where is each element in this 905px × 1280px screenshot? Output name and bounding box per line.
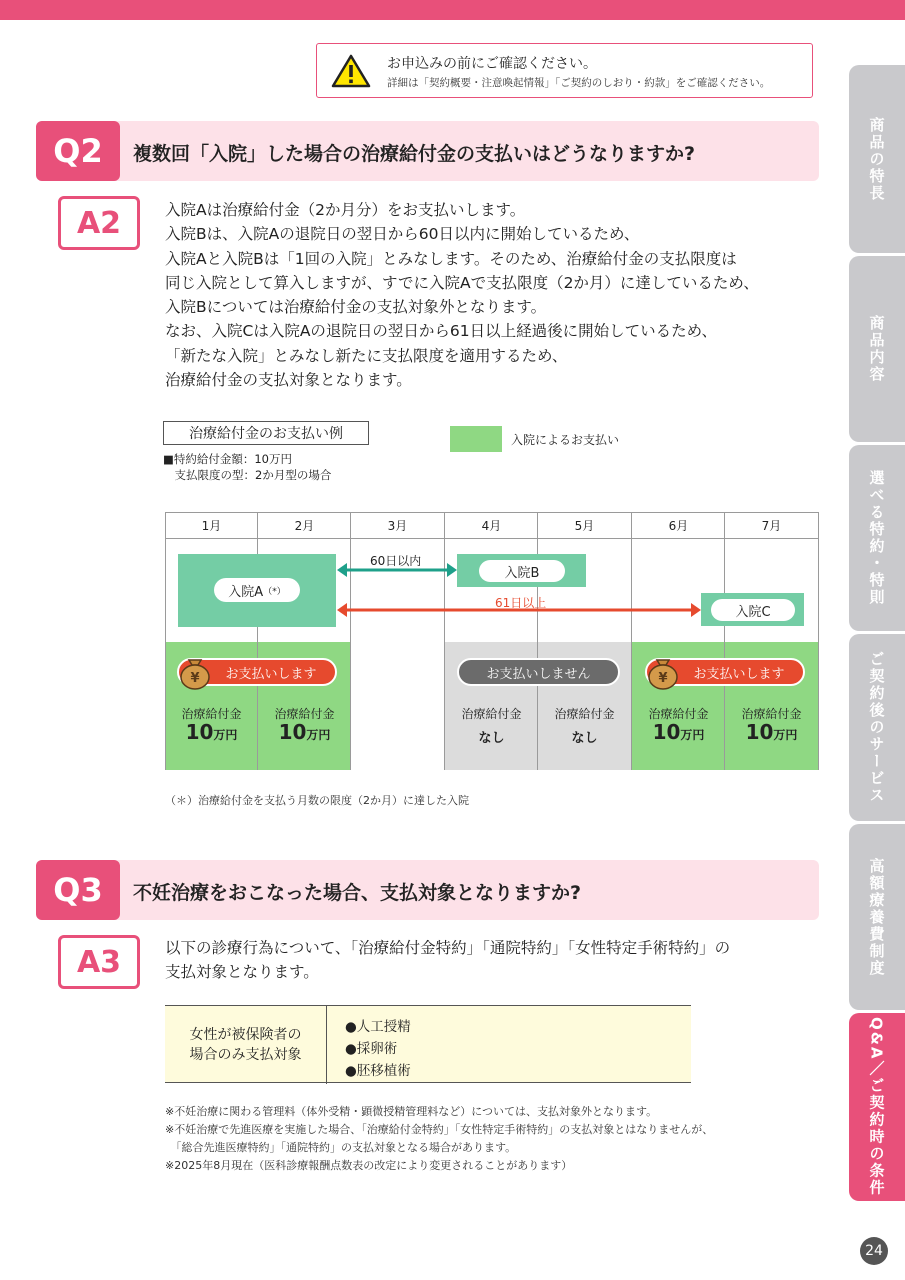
q3-badge: Q3 bbox=[36, 860, 120, 920]
hospitalization-c-label: 入院C bbox=[711, 599, 795, 621]
q3-question: 不妊治療をおこなった場合、支払対象となりますか? bbox=[133, 882, 582, 904]
cell-label: 治療給付金 bbox=[461, 707, 522, 721]
cell-amount: なし bbox=[571, 731, 598, 746]
example-conditions: ■特約給付金額：10万円 支払限度の型：2か月型の場合 bbox=[163, 452, 332, 482]
notice-title: お申込みの前にご確認ください。 bbox=[387, 56, 597, 72]
coverage-item: ●人工授精 bbox=[345, 1019, 411, 1035]
interval-arrows bbox=[165, 512, 819, 642]
example-title: 治療給付金のお支払い例 bbox=[163, 421, 369, 445]
a2-answer: 入院Aは治療給付金（2か月分）をお支払いします。 入院Bは、入院Aの退院日の翌日から60日以内に開始しているため、 入院Aと入院Bは「1回の入院」とみなします。そのため、治療給付金の支払限度は 同じ入院として算入しますが、すでに入院Aで支払限度（2か月）に達しているため、 入院Bについては治療給付金の支払対象外となります。 なお、入院Cは入院Aの退院日の翌日から61日以上経過後に開始しているため、 「新たな入院」とみなし新たに支払限度を適用するため、 治療給付金の支払対象となります。 bbox=[165, 201, 759, 390]
month-label: 3月 bbox=[387, 518, 408, 533]
coverage-table bbox=[165, 1005, 691, 1083]
month-label: 4月 bbox=[481, 518, 502, 533]
cell-label: 治療給付金 bbox=[554, 707, 615, 721]
q2-badge: Q2 bbox=[36, 121, 120, 181]
month-label: 7月 bbox=[761, 518, 782, 533]
money-bag-icon bbox=[175, 652, 215, 692]
arrow-60-label: 60日以内 bbox=[370, 554, 422, 568]
month-label: 1月 bbox=[201, 518, 222, 533]
cell-label: 治療給付金 bbox=[741, 707, 802, 721]
side-tab-qa[interactable]: Q&A／ご契約時の条件 bbox=[849, 1013, 905, 1201]
cell-amount: 10万円 bbox=[652, 720, 705, 744]
a3-badge: A3 bbox=[58, 935, 140, 989]
cell-label: 治療給付金 bbox=[181, 707, 242, 721]
money-bag-icon bbox=[643, 652, 683, 692]
cell-amount: なし bbox=[478, 731, 505, 746]
cell-label: 治療給付金 bbox=[274, 707, 335, 721]
cell-amount: 10万円 bbox=[185, 720, 238, 744]
month-label: 5月 bbox=[574, 518, 595, 533]
coverage-condition: 女性が被保険者の 場合のみ支払対象 bbox=[165, 1006, 327, 1084]
top-accent-bar bbox=[0, 0, 905, 20]
q2-question: 複数回「入院」した場合の治療給付金の支払いはどうなりますか? bbox=[133, 143, 696, 165]
warning-icon bbox=[331, 54, 371, 88]
side-tab-features[interactable]: 商品の特長 bbox=[849, 65, 905, 253]
chart-footnote: （＊）治療給付金を支払う月数の限度（2か月）に達した入院 bbox=[165, 794, 469, 807]
legend-label: 入院によるお支払い bbox=[511, 433, 620, 447]
month-label: 2月 bbox=[294, 518, 315, 533]
cell-amount: 10万円 bbox=[278, 720, 331, 744]
q3-notes: ※不妊治療に関わる管理料（体外受精・顕微授精管理料など）については、支払対象外となります。 ※不妊治療で先進医療を実施した場合、「治療給付金特約」「女性特定手術特約」の支払対象とはなりませんが、 「総合先進医療特約」「通院特約」の支払対象となる場合があります。 ※2025年8月現在（医科診療報酬点数表の改定により変更されることがあります） bbox=[165, 1105, 714, 1172]
side-tab-services[interactable]: ご契約後のサービス bbox=[849, 634, 905, 821]
pay-pill-1: ¥ お支払いします bbox=[177, 658, 337, 686]
payment-timeline bbox=[165, 512, 819, 770]
a3-answer: 以下の診療行為について、「治療給付金特約」「通院特約」「女性特定手術特約」の 支払対象となります。 bbox=[165, 939, 731, 982]
nopay-pill: お支払いしません bbox=[457, 658, 620, 686]
pay-pill-2: ¥ お支払いします bbox=[645, 658, 805, 686]
svg-text:¥: ¥ bbox=[658, 671, 668, 686]
hospitalization-b-label: 入院B bbox=[479, 560, 565, 582]
side-tab-high-cost[interactable]: 高額療養費制度 bbox=[849, 824, 905, 1010]
notice-box bbox=[316, 43, 813, 98]
coverage-item: ●胚移植術 bbox=[345, 1063, 411, 1079]
arrow-61-label: 61日以上 bbox=[495, 596, 547, 610]
cell-label: 治療給付金 bbox=[648, 707, 709, 721]
a2-badge: A2 bbox=[58, 196, 140, 250]
side-tab-contents[interactable]: 商品内容 bbox=[849, 256, 905, 442]
side-tab-riders[interactable]: 選べる特約・特則 bbox=[849, 445, 905, 631]
coverage-item: ●採卵術 bbox=[345, 1041, 398, 1057]
cell-amount: 10万円 bbox=[745, 720, 798, 744]
hospitalization-a-label: 入院A （*） bbox=[214, 578, 300, 602]
svg-text:¥: ¥ bbox=[190, 671, 200, 686]
notice-detail: 詳細は「契約概要・注意喚起情報」「ご契約のしおり・約款」をご確認ください。 bbox=[387, 77, 771, 89]
month-label: 6月 bbox=[668, 518, 689, 533]
legend-swatch bbox=[450, 426, 502, 452]
page-number: 24 bbox=[860, 1237, 888, 1265]
